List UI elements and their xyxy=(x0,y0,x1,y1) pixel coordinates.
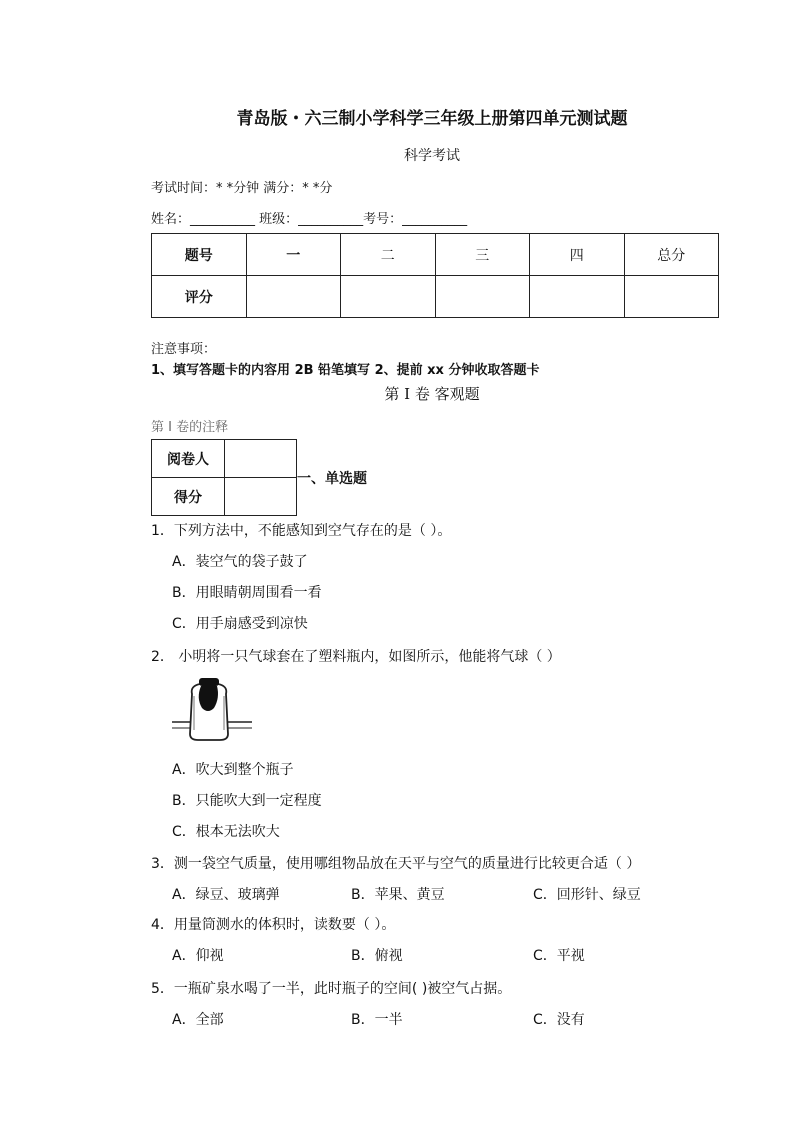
grader-score-cell[interactable] xyxy=(225,478,297,516)
balloon-in-bottle-illustration xyxy=(170,674,254,746)
question-option[interactable]: A．全部 xyxy=(172,1012,224,1028)
question-option[interactable]: B．俯视 xyxy=(351,948,403,964)
question-option[interactable]: C．平视 xyxy=(533,948,585,964)
question-option[interactable]: A．绿豆、玻璃弹 xyxy=(172,887,280,903)
question-option[interactable]: B．一半 xyxy=(351,1012,403,1028)
score-cell[interactable] xyxy=(530,276,625,318)
question-option[interactable]: B．用眼睛朝周围看一看 xyxy=(172,585,322,601)
question-option[interactable]: A．仰视 xyxy=(172,948,224,964)
score-table-header-cell: 总分 xyxy=(624,234,719,276)
question-stem: 4．用量筒测水的体积时，读数要（ ）。 xyxy=(151,917,396,933)
student-info: 姓名：__________ 班级：__________考号：__________ xyxy=(151,212,468,227)
exam-info: 考试时间：* *分钟 满分：* *分 xyxy=(151,181,333,196)
question-option[interactable]: B．苹果、黄豆 xyxy=(351,887,445,903)
reviewer-label: 阅卷人 xyxy=(152,440,225,478)
notes-line: 1、填写答题卡的内容用 2B 铅笔填写 2、提前 xx 分钟收取答题卡 xyxy=(151,363,540,378)
question-stem: 1．下列方法中，不能感知到空气存在的是（ ）。 xyxy=(151,523,452,539)
score-table-header-cell: 一 xyxy=(246,234,341,276)
score-table-header-cell: 三 xyxy=(435,234,530,276)
notes-title: 注意事项： xyxy=(151,342,217,357)
question-option[interactable]: C．没有 xyxy=(533,1012,585,1028)
question-stem: 3．测一袋空气质量，使用哪组物品放在天平与空气的质量进行比较更合适（ ） xyxy=(151,856,641,872)
question-stem: 5．一瓶矿泉水喝了一半，此时瓶子的空间( )被空气占据。 xyxy=(151,981,512,997)
score-cell[interactable] xyxy=(435,276,530,318)
score-table-header-cell: 题号 xyxy=(152,234,247,276)
question-option[interactable]: A．吹大到整个瓶子 xyxy=(172,762,294,778)
question-option[interactable]: C．回形针、绿豆 xyxy=(533,887,641,903)
grader-table xyxy=(151,439,297,516)
score-cell[interactable] xyxy=(624,276,719,318)
score-table-header-row xyxy=(152,234,719,276)
question-option[interactable]: A．装空气的袋子鼓了 xyxy=(172,554,308,570)
reviewer-cell[interactable] xyxy=(225,440,297,478)
score-table-score-row xyxy=(152,276,719,318)
section-note: 第 I 卷的注释 xyxy=(151,420,229,435)
question-option[interactable]: C．用手扇感受到凉快 xyxy=(172,616,308,632)
score-table-header-cell: 二 xyxy=(341,234,436,276)
part-heading: 一、单选题 xyxy=(297,471,367,487)
score-table-header-cell: 四 xyxy=(530,234,625,276)
page-title: 青岛版・六三制小学科学三年级上册第四单元测试题 xyxy=(236,109,628,129)
score-cell[interactable] xyxy=(341,276,436,318)
page-subtitle: 科学考试 xyxy=(404,148,460,164)
section-title: 第 I 卷 客观题 xyxy=(384,385,480,403)
score-table xyxy=(151,233,719,318)
grader-score-label: 得分 xyxy=(152,478,225,516)
score-cell[interactable] xyxy=(246,276,341,318)
question-stem: 2． 小明将一只气球套在了塑料瓶内，如图所示，他能将气球（ ） xyxy=(151,649,561,665)
question-option[interactable]: C．根本无法吹大 xyxy=(172,824,280,840)
question-option[interactable]: B．只能吹大到一定程度 xyxy=(172,793,322,809)
score-row-label: 评分 xyxy=(152,276,247,318)
